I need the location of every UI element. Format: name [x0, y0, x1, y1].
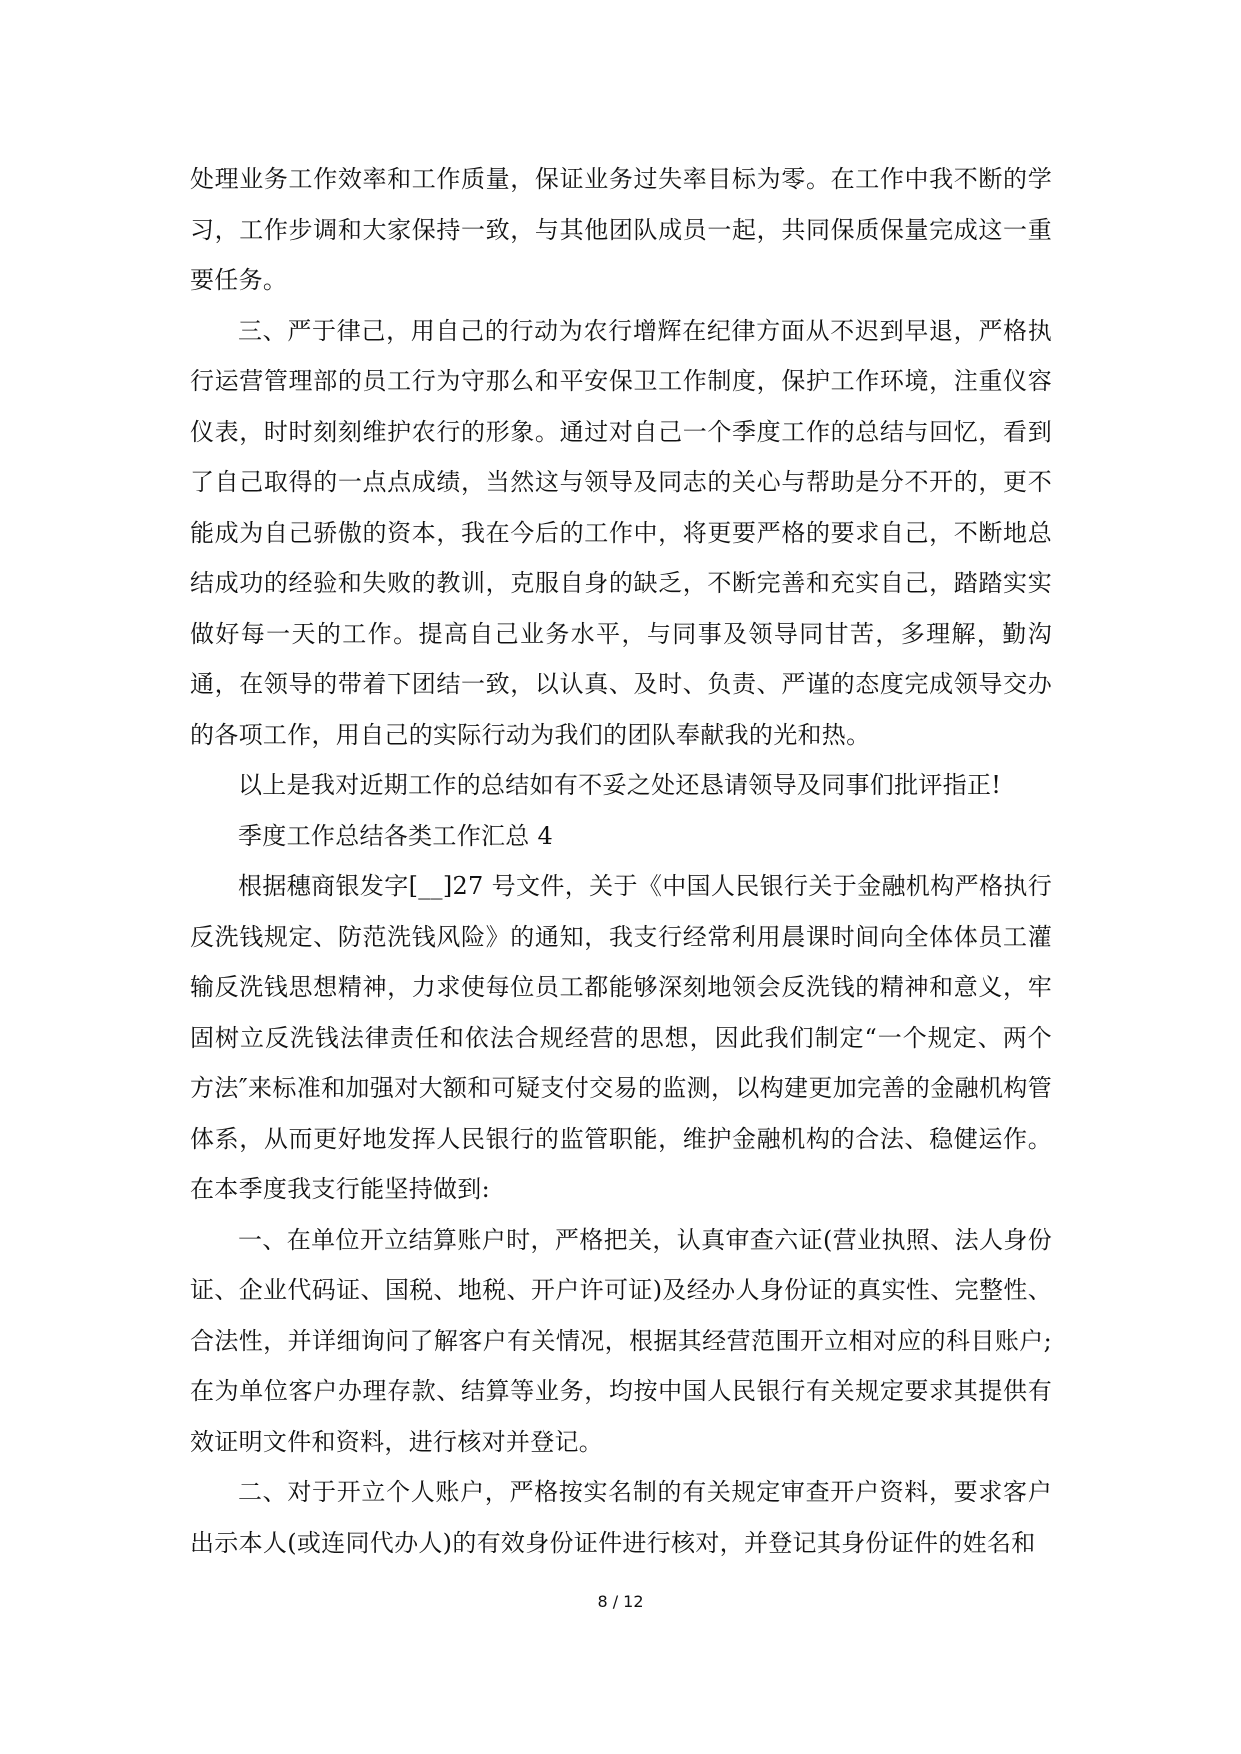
- page-number: 8 / 12: [597, 1592, 644, 1611]
- paragraph-closing-remark: 以上是我对近期工作的总结如有不妥之处还恳请领导及同事们批评指正!: [238, 771, 1002, 799]
- section-heading: 季度工作总结各类工作汇总 4: [238, 821, 554, 850]
- document-body: [190, 154, 1052, 1568]
- paragraph-continued: 处理业务工作效率和工作质量，保证业务过失率目标为零。在工作中我不断的学习，工作步调和大家保持一致，与其他团队成员一起，共同保质保量完成这一重要任务。: [190, 165, 1052, 294]
- paragraph-self-discipline: 三、严于律己，用自己的行动为农行增辉在纪律方面从不迟到早退，严格执行运营管理部的员工行为守那么和平安保卫工作制度，保护工作环境，注重仪容仪表，时时刻刻维护农行的形象。通过对自己一个季度工作的总结与回忆，看到了自己取得的一点点成绩，当然这与领导及同志的关心与帮助是分不开的，更不能成为自己骄傲的资本，我在今后的工作中，将更要严格的要求自己，不断地总结成功的经验和失败的教训，克服自身的缺乏，不断完善和充实自己，踏踏实实做好每一天的工作。提高自己业务水平，与同事及领导同甘苦，多理解，勤沟通，在领导的带着下团结一致，以认真、及时、负责、严谨的态度完成领导交办的各项工作，用自己的实际行动为我们的团队奉献我的光和热。: [190, 316, 1052, 749]
- paragraph-anti-money-laundering: 根据穗商银发字[__]27 号文件，关于《中国人民银行关于金融机构严格执行反洗钱规定、防范洗钱风险》的通知，我支行经常利用晨课时间向全体体员工灌输反洗钱思想精神，力求使每位员工都能够深刻地领会反洗钱的精神和意义，牢固树立反洗钱法律责任和依法合规经营的思想，因此我们制定“一个规定、两个方法″来标准和加强对大额和可疑支付交易的监测，以构建更加完善的金融机构管体系，从而更好地发挥人民银行的监管职能，维护金融机构的合法、稳健运作。在本季度我支行能坚持做到:: [190, 872, 1052, 1203]
- paragraph-corporate-accounts: 一、在单位开立结算账户时，严格把关，认真审查六证(营业执照、法人身份证、企业代码证、国税、地税、开户许可证)及经办人身份证的真实性、完整性、合法性，并详细询问了解客户有关情况，根据其经营范围开立相对应的科目账户;在为单位客户办理存款、结算等业务，均按中国人民银行有关规定要求其提供有效证明文件和资料，进行核对并登记。: [190, 1225, 1052, 1456]
- paragraph-personal-accounts: 二、对于开立个人账户，严格按实名制的有关规定审查开户资料，要求客户出示本人(或连同代办人)的有效身份证件进行核对，并登记其身份证件的姓名和: [190, 1478, 1052, 1557]
